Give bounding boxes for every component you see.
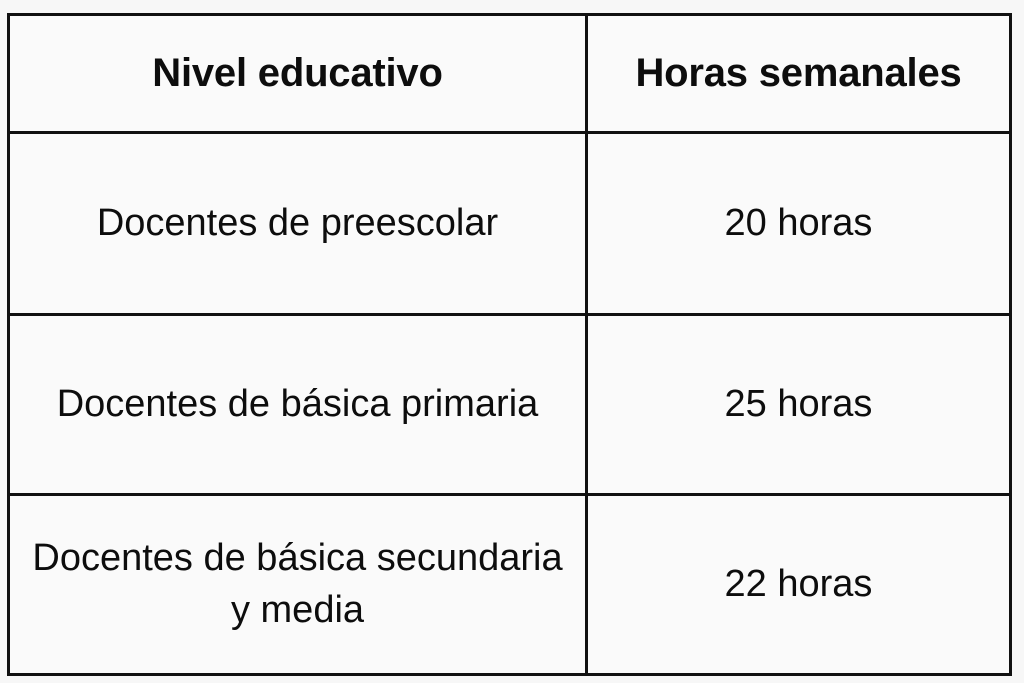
table-header <box>9 15 1011 133</box>
column-header-horas-semanales: Horas semanales <box>587 15 1011 133</box>
cell-nivel-educativo: Docentes de preescolar <box>9 133 587 315</box>
cell-horas-semanales: 20 horas <box>587 133 1011 315</box>
table-row <box>9 495 1011 675</box>
table-row <box>9 133 1011 315</box>
table-header-row <box>9 15 1011 133</box>
weekly-hours-table <box>7 13 1012 676</box>
table-body <box>9 133 1011 675</box>
cell-horas-semanales: 25 horas <box>587 315 1011 495</box>
cell-nivel-educativo: Docentes de básica primaria <box>9 315 587 495</box>
cell-horas-semanales: 22 horas <box>587 495 1011 675</box>
cell-nivel-educativo: Docentes de básica secundaria y media <box>9 495 587 675</box>
column-header-nivel-educativo: Nivel educativo <box>9 15 587 133</box>
table-row <box>9 315 1011 495</box>
